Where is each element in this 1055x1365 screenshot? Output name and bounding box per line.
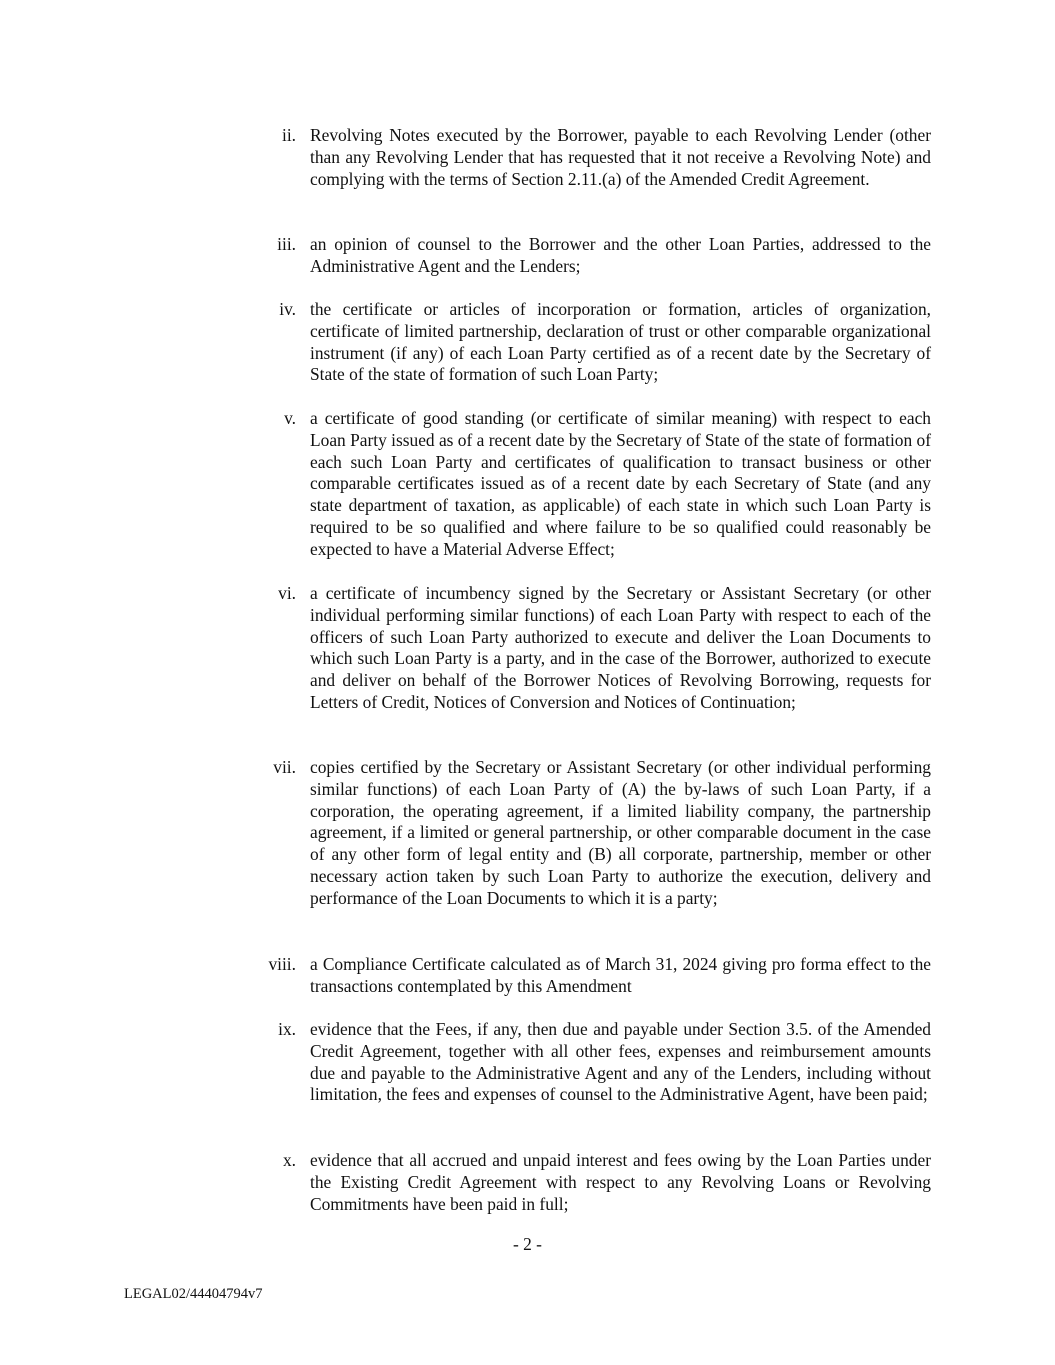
list-item	[250, 1019, 931, 1106]
item-text: Revolving Notes executed by the Borrower, payable to each Revolving Lender (other than any Revolving Lender that has requested that it not receive a Revolving Note) and complying with the terms of Section 2.11.(a) of the Amended Credit Agreement.	[310, 125, 931, 189]
item-text: a certificate of incumbency signed by the Secretary or Assistant Secretary (or other individual performing similar functions) of each Loan Party with respect to each of the officers of such Loan Party authorized to execute and deliver the Loan Documents to which such Loan Party is a party, and in the case of the Borrower, authorized to execute and deliver on behalf of the Borrower Notices of Revolving Borrowing, requests for Letters of Credit, Notices of Conversion and Notices of Continuation;	[310, 583, 931, 712]
item-number: viii.	[268, 954, 296, 974]
item-number: iv.	[279, 299, 296, 319]
item-number: ii.	[281, 125, 296, 145]
document-id: LEGAL02/44404794v7	[124, 1286, 263, 1302]
item-number: vii.	[273, 757, 296, 777]
item-number: x.	[282, 1150, 296, 1170]
item-number: v.	[284, 408, 296, 428]
list-item	[250, 299, 931, 386]
list-item	[250, 234, 931, 278]
item-text: copies certified by the Secretary or Assistant Secretary (or other individual performing similar functions) of each Loan Party of (A) the by-laws of such Loan Party, if a corporation, the operating agreement, if a limited liability company, the partnership agreement, if a limited or general partnership, or other comparable document in the case of any other form of legal entity and (B) all corporate, partnership, member or other necessary action taken by such Loan Party to authorize the execution, delivery and performance of the Loan Documents to which it is a party;	[310, 757, 931, 908]
item-text: a Compliance Certificate calculated as of March 31, 2024 giving pro forma effect to the transactions contemplated by this Amendment	[310, 954, 931, 996]
list-item	[250, 1150, 931, 1215]
item-number: vi.	[278, 583, 296, 603]
item-text: an opinion of counsel to the Borrower and the other Loan Parties, addressed to the Administrative Agent and the Lenders;	[310, 234, 931, 276]
list-item	[250, 125, 931, 190]
item-text: the certificate or articles of incorporation or formation, articles of organization, certificate of limited partnership, declaration of trust or other comparable organizational instrument (if any) of each Loan Party certified as of a recent date by the Secretary of State of the state of formation of such Loan Party;	[310, 299, 931, 385]
list-item	[250, 583, 931, 714]
list-item	[250, 408, 931, 561]
list-item	[250, 757, 931, 910]
page-number: - 2 -	[513, 1234, 542, 1254]
item-text: evidence that all accrued and unpaid interest and fees owing by the Loan Parties under the Existing Credit Agreement with respect to any Revolving Loans or Revolving Commitments have been paid in full;	[310, 1150, 931, 1214]
item-text: evidence that the Fees, if any, then due and payable under Section 3.5. of the Amended Credit Agreement, together with all other fees, expenses and reimbursement amounts due and payable to the Administrative Agent and any of the Lenders, including without limitation, the fees and expenses of counsel to the Administrative Agent, have been paid;	[310, 1019, 931, 1105]
item-text: a certificate of good standing (or certificate of similar meaning) with respect to each Loan Party issued as of a recent date by the Secretary of State of the state of formation of each such Loan Party and certificates of qualification to transact business or other comparable certificates issued as of a recent date by each Secretary of State (and any state department of taxation, as applicable) of each state in which such Loan Party is required to be so qualified and where failure to be so qualified could reasonably be expected to have a Material Adverse Effect;	[310, 408, 932, 559]
item-number: iii.	[277, 234, 296, 254]
list-item	[250, 954, 931, 998]
item-number: ix.	[278, 1019, 296, 1039]
